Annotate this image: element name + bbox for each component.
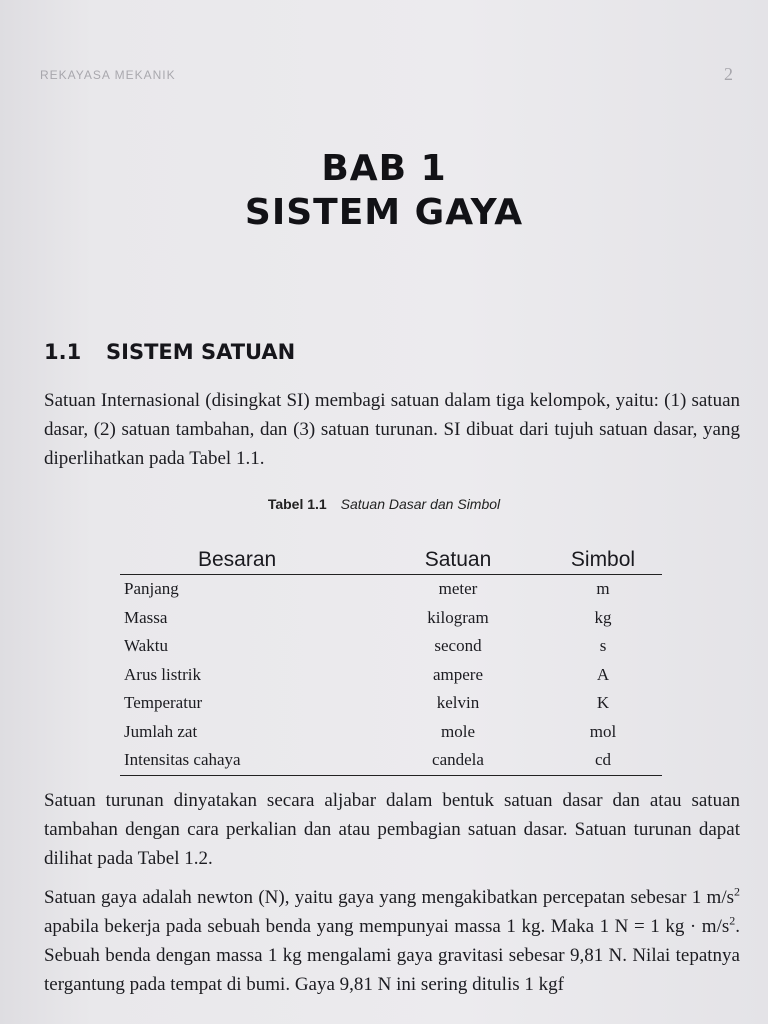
- cell-simbol: mol: [589, 721, 617, 741]
- cell-simbol: A: [596, 664, 610, 684]
- cell-besaran: Jumlah zat: [124, 721, 198, 741]
- table-row: [120, 746, 662, 775]
- cell-simbol: kg: [594, 607, 612, 627]
- cell-satuan: candela: [432, 750, 484, 770]
- section-heading: [44, 340, 295, 364]
- table-row: [120, 718, 662, 747]
- paragraph-derived-units: Satuan turunan dinyatakan secara aljabar dalam bentuk satuan dasar dan atau satuan tambahan dengan cara perkalian dan atau pembagian satuan dasar. Satuan turunan dapat dilihat pada Tabel 1.2.: [44, 790, 740, 869]
- header-simbol: Simbol: [570, 548, 636, 571]
- paragraph-intro: Satuan Internasional (disingkat SI) membagi satuan dalam tiga kelompok, yaitu: (1) satuan dasar, (2) satuan tambahan, dan (3) satuan turunan. SI dibuat dari tujuh satuan dasar, yang diperlihatkan pada Tabel 1.1.: [44, 390, 740, 469]
- superscript: 2: [729, 913, 736, 928]
- newton-text-b: apabila bekerja pada sebuah benda yang mempunyai massa 1 kg. Maka 1 N = 1 kg · m/s: [44, 916, 730, 937]
- table-row: [120, 632, 662, 661]
- table-header: [120, 536, 662, 575]
- cell-besaran: Intensitas cahaya: [124, 750, 241, 770]
- page-number: 2: [724, 64, 733, 84]
- cell-satuan: mole: [441, 721, 475, 741]
- units-table: [120, 536, 662, 776]
- header-besaran: Besaran: [198, 548, 277, 571]
- cell-besaran: Arus listrik: [124, 664, 201, 684]
- cell-simbol: s: [599, 636, 607, 656]
- cell-simbol: K: [596, 693, 610, 713]
- newton-text-a: Satuan gaya adalah newton (N), yaitu gaya yang mengakibatkan percepatan sebesar 1 m/s: [44, 887, 734, 908]
- section-number: 1.1: [44, 340, 82, 364]
- cell-besaran: Waktu: [124, 636, 168, 656]
- paragraph-newton: [44, 883, 740, 999]
- table-caption-label: Tabel 1.1: [267, 496, 327, 512]
- newton-text-c: . Sebuah benda dengan massa 1 kg mengalami gaya gravitasi sebesar 9,81 N. Nilai tepatnya tergantung pada tempat di bumi. Gaya 9,81 N ini sering ditulis 1 kgf: [44, 916, 740, 995]
- cell-simbol: m: [596, 579, 610, 599]
- header-satuan: Satuan: [424, 548, 492, 571]
- cell-besaran: Temperatur: [124, 693, 203, 713]
- table-row: [120, 575, 662, 604]
- chapter-number: BAB 1: [321, 148, 447, 189]
- section-title: SISTEM SATUAN: [106, 340, 296, 364]
- table-row: [120, 689, 662, 718]
- chapter-title: SISTEM GAYA: [244, 192, 524, 233]
- cell-satuan: meter: [438, 579, 478, 599]
- cell-satuan: kilogram: [427, 607, 489, 627]
- table-row: [120, 661, 662, 690]
- running-head: REKAYASA MEKANIK: [40, 68, 176, 82]
- cell-simbol: cd: [594, 750, 612, 770]
- table-caption-title: Satuan Dasar dan Simbol: [340, 496, 501, 512]
- cell-satuan: second: [434, 636, 482, 656]
- cell-satuan: ampere: [432, 664, 484, 684]
- table-row: [120, 604, 662, 633]
- cell-besaran: Panjang: [124, 579, 179, 599]
- superscript: 2: [734, 884, 740, 899]
- cell-satuan: kelvin: [436, 693, 480, 713]
- cell-besaran: Massa: [124, 607, 168, 627]
- table-caption: [0, 496, 768, 512]
